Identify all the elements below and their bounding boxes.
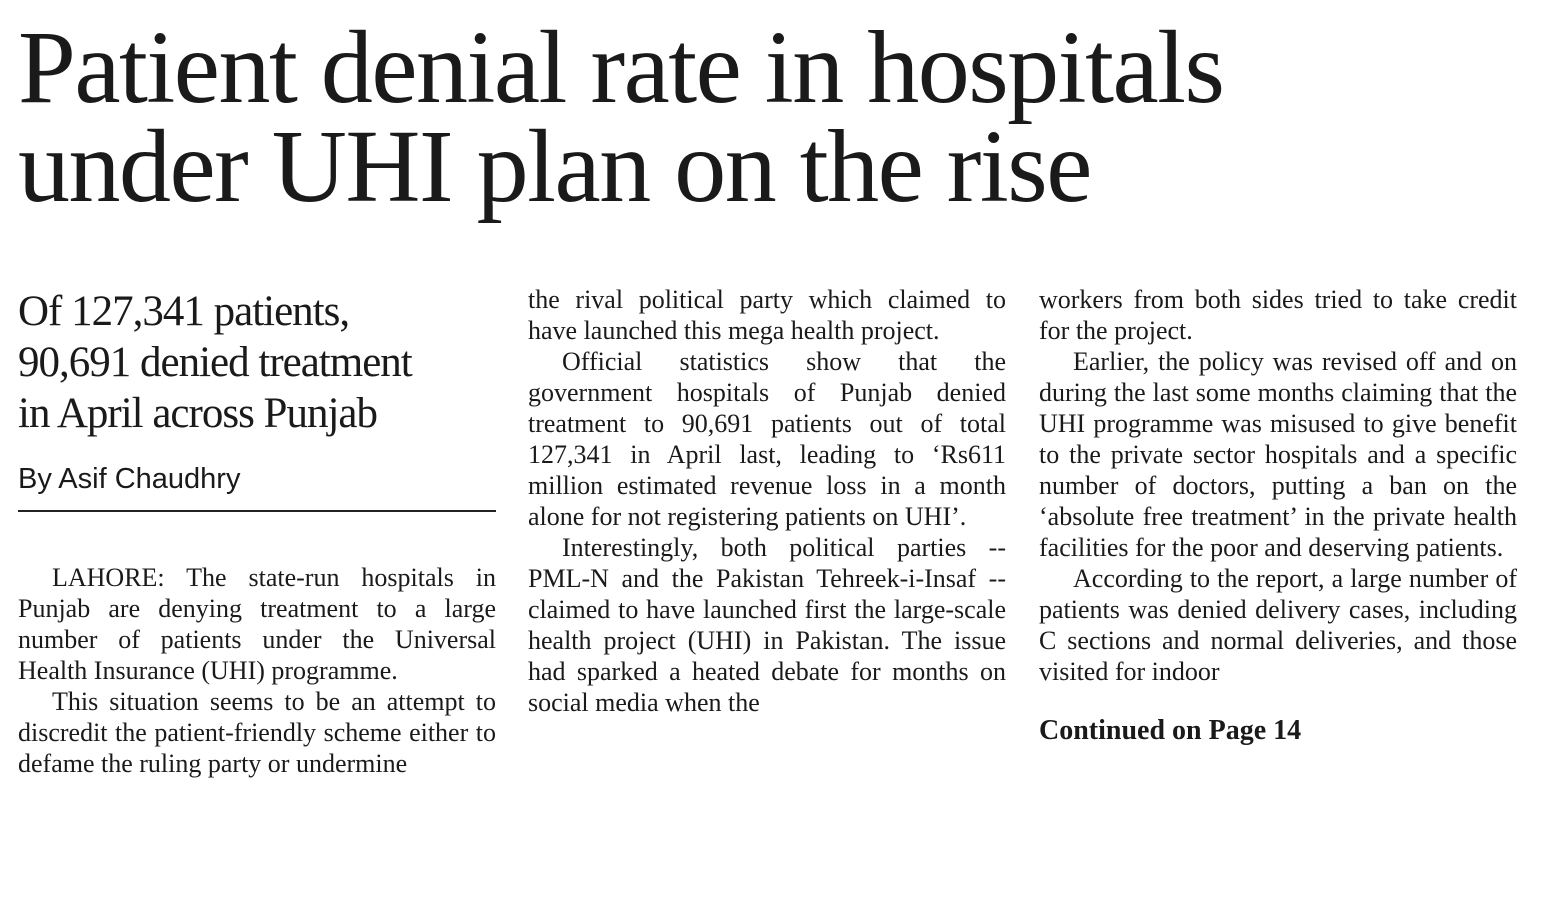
paragraph: workers from both sides tried to take credit for the project. xyxy=(1039,285,1517,345)
subheadline-line-2: 90,691 denied treatment xyxy=(18,339,412,386)
article-body-col-1 xyxy=(18,562,496,779)
byline: By Asif Chaudhry xyxy=(18,462,496,512)
subheadline-line-1: Of 127,341 patients, xyxy=(18,288,350,335)
paragraph: According to the report, a large number of patients was denied delivery cases, including C sections and normal deliveries, and those visited for indoor xyxy=(1039,564,1517,686)
paragraph: Earlier, the policy was revised off and on during the last some months claiming that the UHI programme was misused to give benefit to the private sector hospitals and a specific number of doctors, putting a ban on the ‘absolute free treatment’ in the private health facilities for the poor and deserving patients. xyxy=(1039,347,1517,562)
headline xyxy=(18,10,1533,224)
article-column-3 xyxy=(1039,284,1517,747)
article-column-2 xyxy=(528,284,1006,718)
subheadline xyxy=(18,286,496,439)
paragraph: LAHORE: The state-run hospitals in Punjab are denying treatment to a large number of patients under the Universal Health Insurance (UHI) programme. xyxy=(18,563,496,685)
headline-line-2: under UHI plan on the rise xyxy=(18,109,1091,224)
paragraph: Interestingly, both political parties -- PML-N and the Pakistan Tehreek-i-Insaf -- claimed to have launched first the large-scale health project (UHI) in Pakistan. The issue had sparked a heated debate for months on social media when the xyxy=(528,533,1006,717)
article-column-1 xyxy=(18,284,496,779)
continued-on-page-link[interactable]: Continued on Page 14 xyxy=(1039,715,1302,746)
paragraph: the rival political party which claimed to have launched this mega health project. xyxy=(528,285,1006,345)
paragraph: Official statistics show that the government hospitals of Punjab denied treatment to 90,691 patients out of total 127,341 in April last, leading to ‘Rs611 million estimated revenue loss in a month alone for not registering patients on UHI’. xyxy=(528,347,1006,531)
subheadline-line-3: in April across Punjab xyxy=(18,390,377,437)
article-body-col-3 xyxy=(1039,284,1517,687)
headline-line-1: Patient denial rate in hospitals xyxy=(18,10,1224,125)
article-body-col-2 xyxy=(528,284,1006,718)
paragraph: This situation seems to be an attempt to discredit the patient-friendly scheme either to defame the ruling party or undermine xyxy=(18,687,496,778)
